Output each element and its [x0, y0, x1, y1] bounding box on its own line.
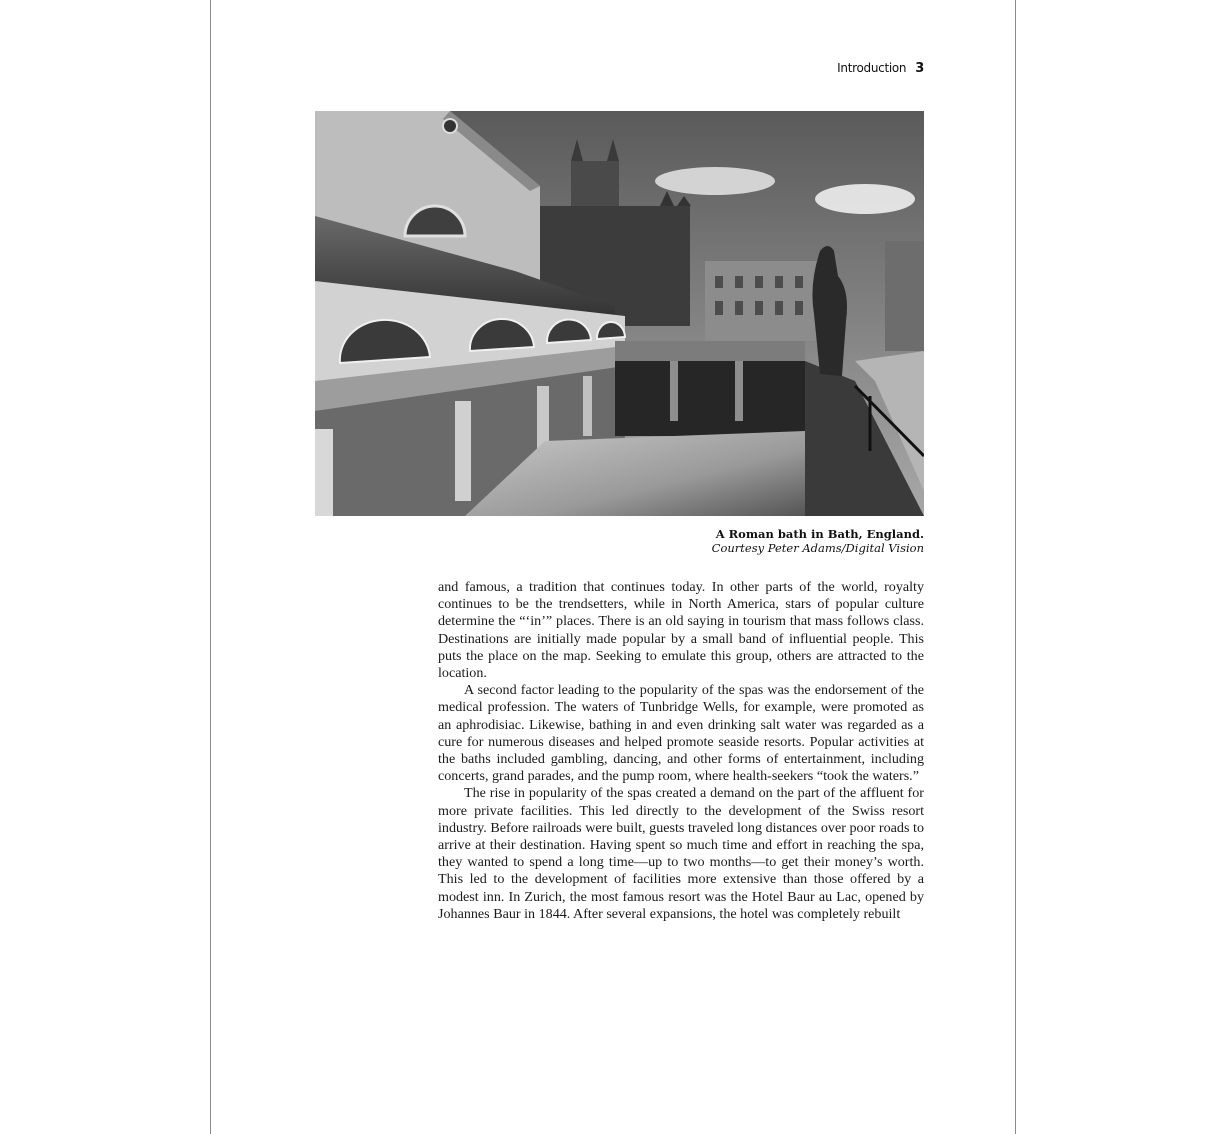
- page-number: 3: [915, 61, 924, 76]
- figure-caption: [600, 527, 924, 555]
- page-right-border: [1015, 0, 1016, 1134]
- paragraph: and famous, a tradition that continues today. In other parts of the world, royalty continues to be the trendsetters, while in North America, stars of popular culture determine the “‘in’” places. There is an old saying in tourism that mass follows class. Destinations are initially made popular by a small band of influential people. This puts the place on the map. Seeking to emulate this group, others are attracted to the location.: [438, 579, 924, 682]
- running-head: [837, 61, 924, 76]
- section-title: Introduction: [837, 61, 907, 75]
- paragraph: The rise in popularity of the spas created a demand on the part of the affluent for more private facilities. This led directly to the development of the Swiss resort industry. Before railroads were built, guests traveled long distances over poor roads to arrive at their destination. Having spent so much time and effort in reaching the spa, they wanted to spend a long time—up to two months—to get their money’s worth. This led to the development of facilities more extensive than those offered by a modest inn. In Zurich, the most famous resort was the Hotel Baur au Lac, opened by Johannes Baur in 1844. After several expansions, the hotel was completely rebuilt: [438, 785, 924, 922]
- paragraph: A second factor leading to the popularity of the spas was the endorsement of the medical profession. The waters of Tunbridge Wells, for example, were promoted as an aphrodisiac. Likewise, bathing in and even drinking salt water was regarded as a cure for numerous diseases and helped promote seaside resorts. Popular activities at the baths included gambling, dancing, and other forms of entertainment, including concerts, grand parades, and the pump room, where health-seekers “took the waters.”: [438, 682, 924, 785]
- body-text: [438, 579, 924, 923]
- caption-credit: Courtesy Peter Adams/Digital Vision: [711, 541, 924, 555]
- roman-bath-photo: [315, 111, 924, 516]
- caption-title: A Roman bath in Bath, England.: [715, 527, 924, 541]
- page-left-border: [210, 0, 211, 1134]
